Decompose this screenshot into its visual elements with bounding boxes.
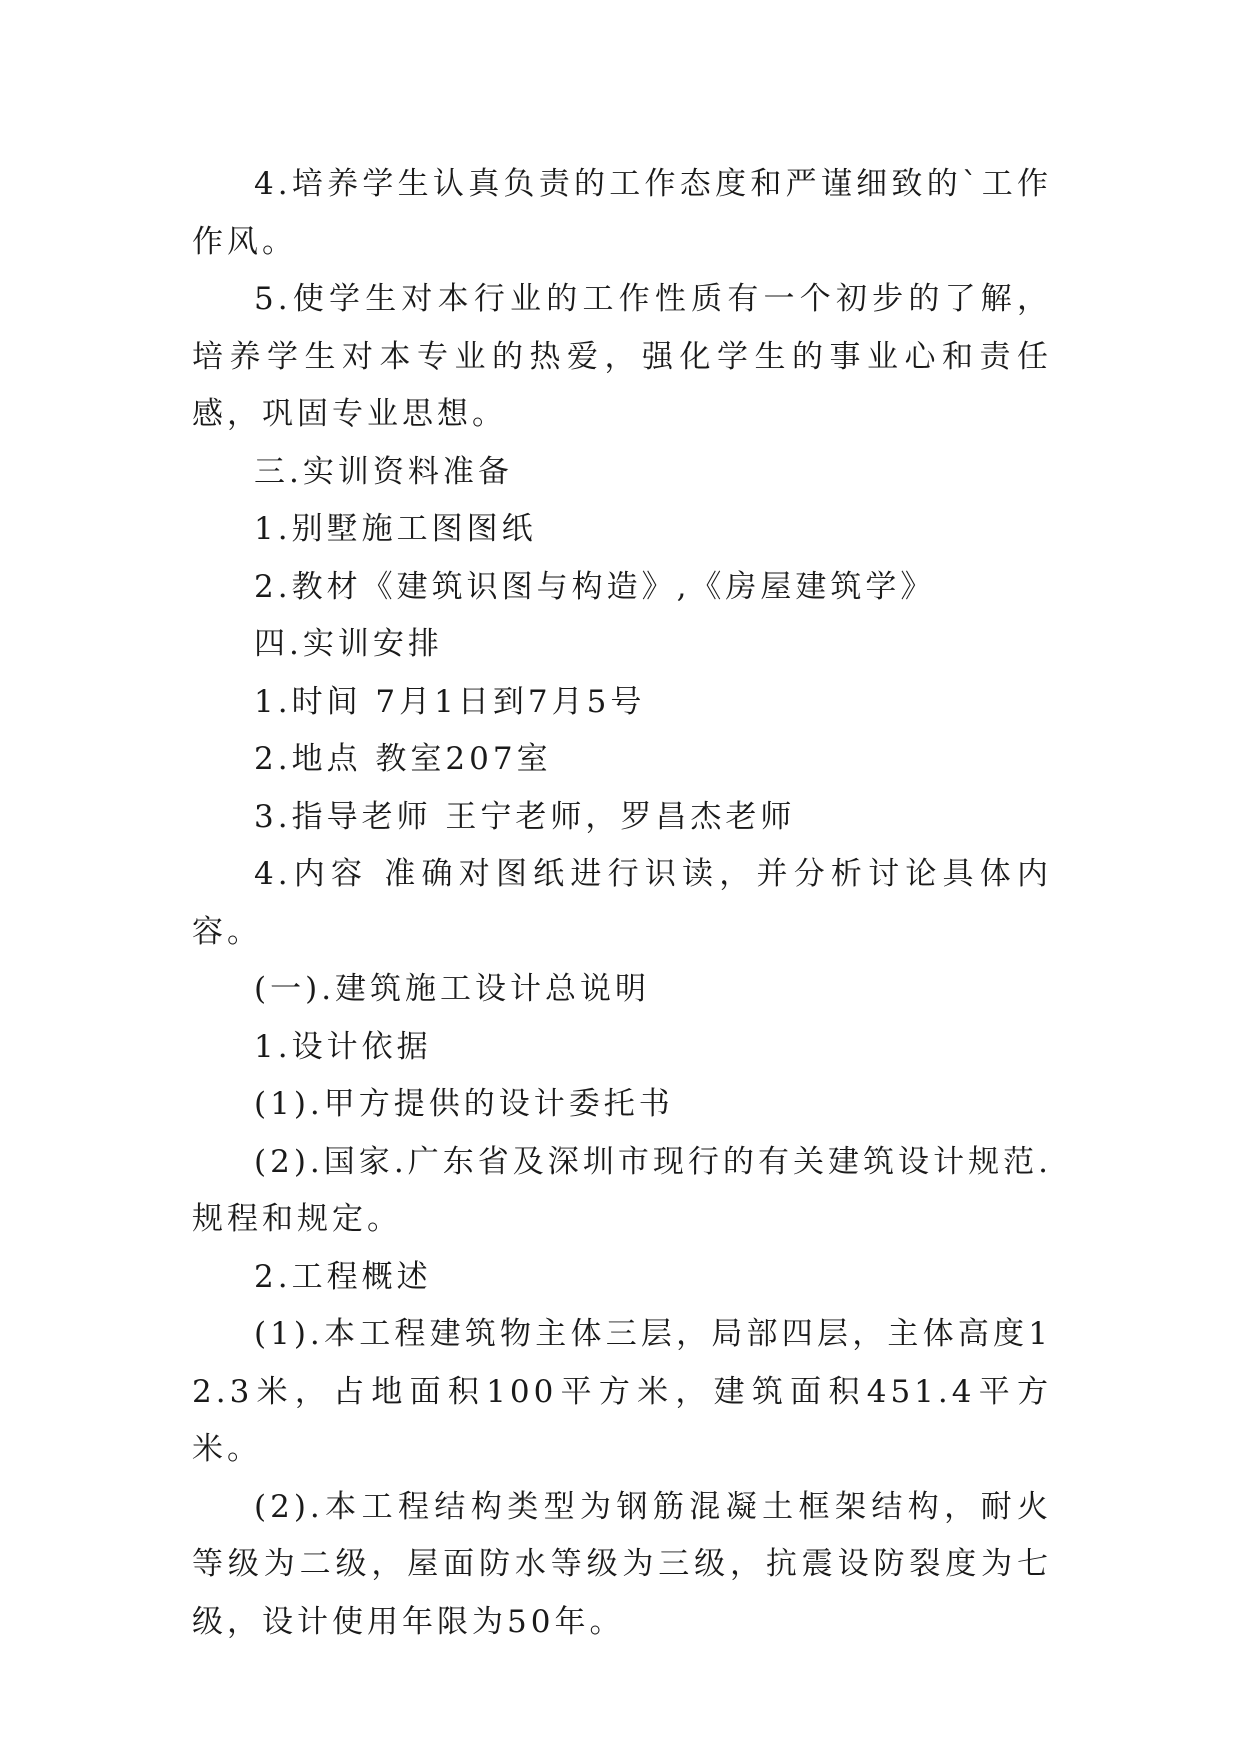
list-item-location: 2.地点 教室207室 bbox=[254, 741, 552, 777]
paragraph-industry-understanding: 5.使学生对本行业的工作性质有一个初步的了解，培养学生对本专业的热爱，强化学生的事业心和责任感，巩固专业思想。 bbox=[192, 281, 1052, 432]
heading-design-notes: (一).建筑施工设计总说明 bbox=[254, 971, 651, 1007]
list-item-regulations: (2).国家.广东省及深圳市现行的有关建筑设计规范.规程和规定。 bbox=[192, 1143, 1052, 1237]
list-item-structure-type: (2).本工程结构类型为钢筋混凝土框架结构，耐火等级为二级，屋面防水等级为三级，抗震设防裂度为七级，设计使用年限为50年。 bbox=[192, 1488, 1052, 1640]
list-item-content: 4.内容 准确对图纸进行识读，并分析讨论具体内容。 bbox=[192, 856, 1052, 950]
subheading-design-basis: 1.设计依据 bbox=[254, 1028, 432, 1065]
heading-training-schedule: 四.实训安排 bbox=[254, 626, 443, 662]
list-item-time: 1.时间 7月1日到7月5号 bbox=[254, 683, 646, 720]
list-item-instructors: 3.指导老师 王宁老师，罗昌杰老师 bbox=[254, 798, 796, 835]
list-item-building-size: (1).本工程建筑物主体三层，局部四层，主体高度12.3米，占地面积100平方米，建筑面积451.4平方米。 bbox=[192, 1316, 1052, 1467]
list-item-textbooks: 2.教材《建筑识图与构造》,《房屋建筑学》 bbox=[254, 568, 936, 605]
subheading-project-overview: 2.工程概述 bbox=[254, 1258, 432, 1295]
document-body bbox=[192, 156, 1052, 1651]
list-item-drawings: 1.别墅施工图图纸 bbox=[254, 511, 537, 547]
paragraph-work-attitude: 4.培养学生认真负责的工作态度和严谨细致的`工作作风。 bbox=[192, 166, 1052, 260]
list-item-commission: (1).甲方提供的设计委托书 bbox=[254, 1086, 674, 1122]
heading-training-materials: 三.实训资料准备 bbox=[254, 453, 513, 490]
